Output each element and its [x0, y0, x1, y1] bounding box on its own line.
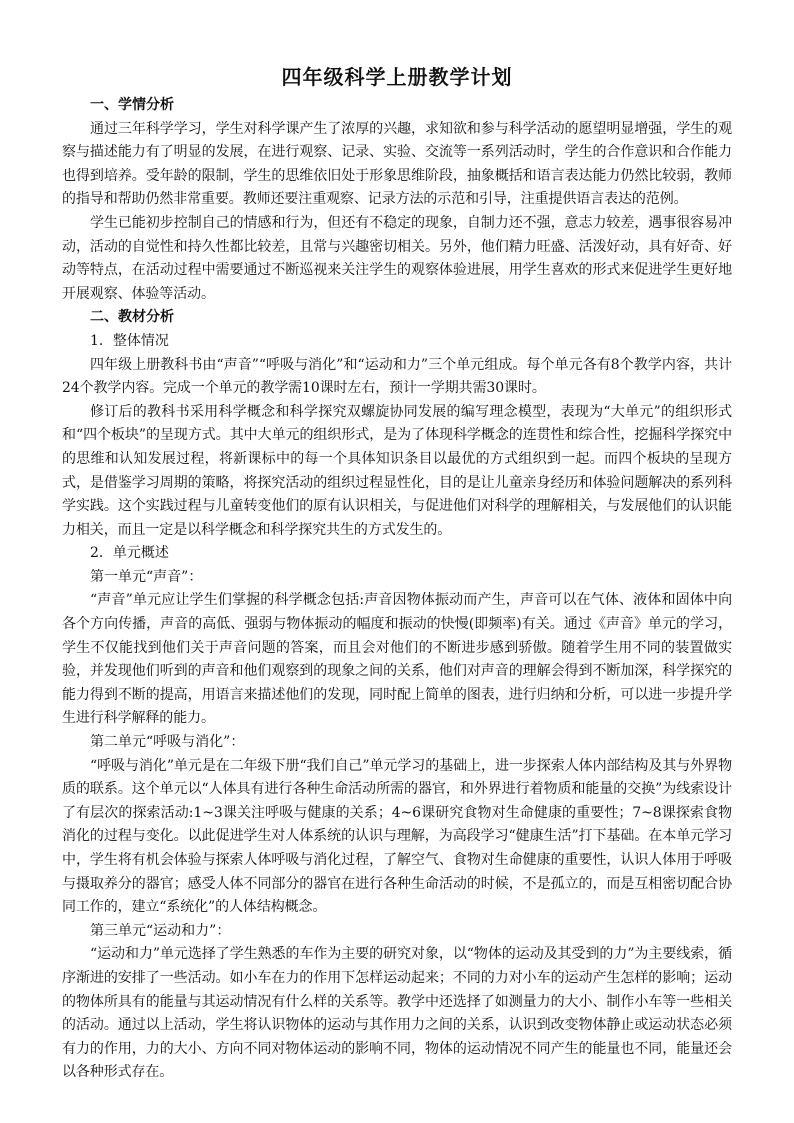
subheading-overview: 1．整体情况: [90, 332, 169, 349]
paragraph: 四年级上册教科书由“声音”“呼吸与消化”和“运动和力”三个单元组成。每个单元各有8个教学内容，共计24个教学内容。完成一个单元的教学需10课时左右，预计一学期共需30课时。: [62, 356, 732, 397]
unit-heading-motion-force: 第三单元“运动和力”：: [90, 922, 231, 939]
paragraph: 通过三年科学学习，学生对科学课产生了浓厚的兴趣，求知欲和参与科学活动的愿望明显增强，学生的观察与描述能力有了明显的发展，在进行观察、记录、实验、交流等一系列活动时，学生的合作意识和合作能力也得到培养。受年龄的限制，学生的思维依旧处于形象思维阶段，抽象概括和语言表达能力仍然比较弱，教师的指导和帮助仍然非常重要。教师还要注重观察、记录方法的示范和引导，注重提供语言表达的范例。: [62, 120, 732, 208]
document-page: [62, 64, 732, 1085]
unit-heading-sound: 第一单元“声音”：: [90, 568, 203, 585]
section-heading-textbook-analysis: 二、教材分析: [90, 309, 174, 326]
paragraph: “呼吸与消化”单元是在二年级下册“我们自己”单元学习的基础上，进一步探索人体内部结构及其与外界物质的联系。这个单元以“人体具有进行各种生命活动所需的器官，和外界进行着物质和能量的交换”为线索设计了有层次的探索活动:1~3课关注呼吸与健康的关系；4~6课研究食物对生命健康的重要性；7~8课探索食物消化的过程与变化。以此促进学生对人体系统的认识与理解，为高段学习“健康生活”打下基础。在本单元学习中，学生将有机会体验与探索人体呼吸与消化过程，了解空气、食物对生命健康的重要性，认识人体用于呼吸与摄取养分的器官；感受人体不同部分的器官在进行各种生命活动的时候，不是孤立的，而是互相密切配合协同工作的，建立“系统化”的人体结构概念。: [62, 757, 732, 916]
paragraph: “声音”单元应让学生们掌握的科学概念包括:声音因物体振动而产生，声音可以在气体、液体和固体中向各个方向传播，声音的高低、强弱与物体振动的幅度和振动的快慢(即频率)有关。通过《声音》单元的学习，学生不仅能找到他们关于声音问题的答案，而且会对他们的不断进步感到骄傲。随着学生用不同的装置做实验，并发现他们听到的声音和他们观察到的现象之间的关系，他们对声音的理解会得到不断加深，科学探究的能力得到不断的提高，用语言来描述他们的发现，同时配上简单的图表，进行归纳和分析，可以进一步提升学生进行科学解释的能力。: [62, 592, 732, 727]
page-title: 四年级科学上册教学计划: [281, 65, 513, 89]
paragraph: 修订后的教科书采用科学概念和科学探究双螺旋协同发展的编写理念模型，表现为“大单元”的组织形式和“四个板块”的呈现方式。其中大单元的组织形式，是为了体现科学概念的连贯性和综合性，挖掘科学探究中的思维和认知发展过程，将新课标中的每一个具体知识条目以最优的方式组织到一起。而四个板块的呈现方式，是借鉴学习周期的策略，将探究活动的组织过程显性化，目的是让儿童亲身经历和体验问题解决的系列科学实践。这个实践过程与儿童转变他们的原有认识相关，与促进他们对科学的理解相关，与发展他们的认识能力相关，而且一定是以科学概念和科学探究共生的方式发生的。: [62, 403, 732, 538]
subheading-unit-summary: 2．单元概述: [90, 545, 169, 562]
paragraph: “运动和力”单元选择了学生熟悉的车作为主要的研究对象，以“物体的运动及其受到的力”为主要线索，循序渐进的安排了一些活动。如小车在力的作用下怎样运动起来；不同的力对小车的运动产生怎样的影响；运动的物体所具有的能量与其运动情况有什么样的关系等。教学中还选择了如测量力的大小、制作小车等一些相关的活动。通过以上活动，学生将认识物体的运动与其作用力之间的关系，认识到改变物体静止或运动状态必须有力的作用，力的大小、方向不同对物体运动的影响不同，物体的运动情况不同产生的能量也不同，能量还会以各种形式存在。: [62, 946, 732, 1081]
unit-heading-breathing-digestion: 第二单元“呼吸与消化”：: [90, 734, 245, 751]
paragraph: 学生已能初步控制自己的情感和行为，但还有不稳定的现象，自制力还不强，意志力较差，遇事很容易冲动，活动的自觉性和持久性都比较差，且常与兴趣密切相关。另外，他们精力旺盛、活泼好动，具有好奇、好动等特点，在活动过程中需要通过不断巡视来关注学生的观察体验进展，用学生喜欢的形式来促进学生更好地开展观察、体验等活动。: [62, 214, 732, 302]
section-heading-student-analysis: 一、学情分析: [90, 97, 174, 113]
